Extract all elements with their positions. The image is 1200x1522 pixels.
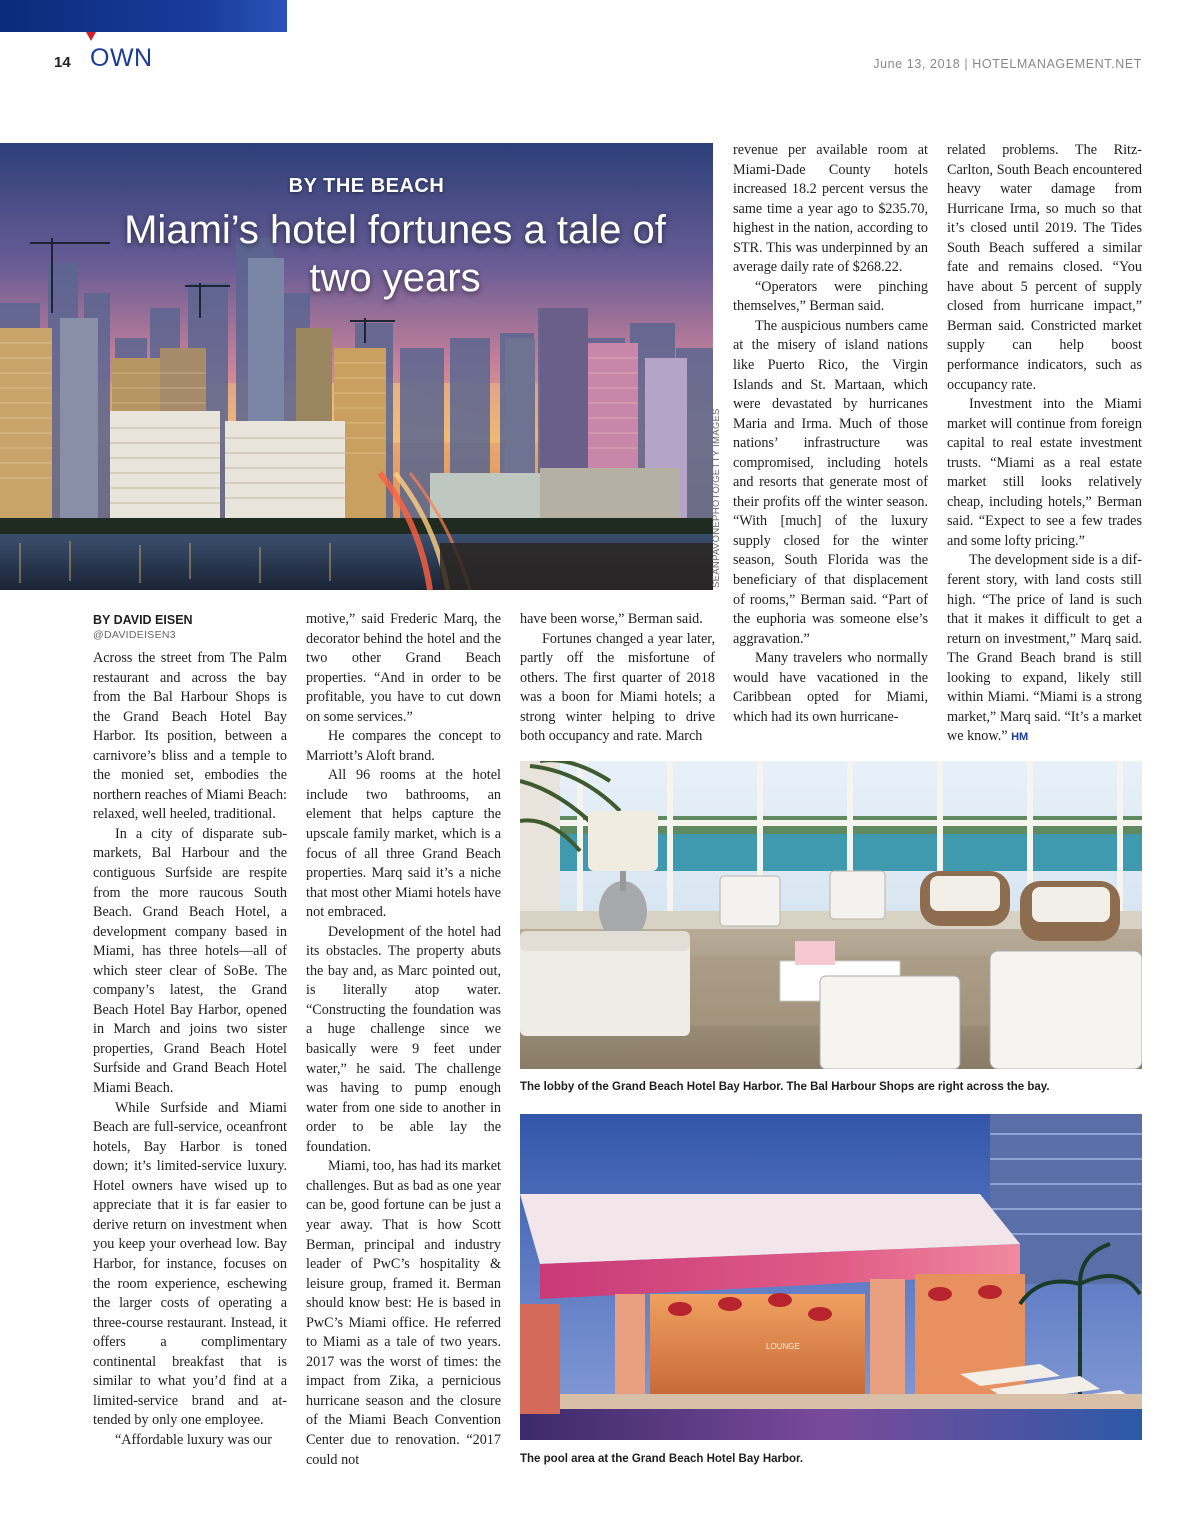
paragraph: Investment into the Miami market will continue from foreign capital to real estate investment trusts. “Miami as a real estate market still looks relatively cheap, including hotels,” Berman said. “Expect to see a few trades and some lofty pricing.” — [947, 396, 1142, 549]
story-kicker: BY THE BEACH — [288, 175, 445, 197]
section-label: OWN — [90, 44, 153, 72]
article-column-2 — [306, 610, 501, 1470]
paragraph: “Affordable luxury was our — [115, 1431, 272, 1448]
paragraph: He compares the concept to Marriott’s Aloft brand. — [306, 728, 501, 764]
article-column-3 — [520, 610, 715, 747]
header-color-bar — [0, 0, 287, 32]
paragraph: Development of the hotel had its obstacles. The property abuts the bay and, as Marc pointed out, is literally atop water. “Constructing the foundation was a huge challenge since we basically were 9 feet under water,” he said. The challenge was having to pump enough water from one side to another in order to be able lay the foundation. — [306, 923, 501, 1155]
folio-date-site: June 13, 2018 | HOTELMANAGEMENT.NET — [873, 57, 1142, 71]
paragraph: In a city of disparate submarkets, Bal Harbour and the contiguous Surfside are respite from the more raucous South Beach. Grand Beach Hotel, a development company based in Miami, has three hotels—all of which steer clear of SoBe. The company’s latest, the Grand Beach Hotel Bay Harbor, opened in March and joins two sister properties, Grand Beach Hotel Surfside and Grand Beach Hotel Miami Beach. — [93, 825, 287, 1097]
lounge-sign: LOUNGE — [766, 1342, 800, 1351]
paragraph: All 96 rooms at the hotel include two bathrooms, an element that helps capture the upscale family market, which is a focus of all three Grand Beach properties. Marq said it’s a niche that most other Miami hotels have not embraced. — [306, 767, 501, 921]
pool-photo — [520, 1114, 1142, 1440]
paragraph: Fortunes changed a year later, partly off the misfortune of others. The first quarter of 2018 was a boon for Miami hotels; a strong winter helping to drive both occupancy and rate. March — [520, 630, 715, 745]
page-number: 14 — [54, 54, 71, 71]
paragraph-text: The development side is a different story, with land costs still high. “The price of land is such that it makes it difficult to get a return on investment,” Marq said. The Grand Beach brand is still looking to expand, likely still within Miami. “Miami is a strong market,” Marq said. “It’s a market we know.” — [947, 552, 1142, 745]
lobby-photo — [520, 761, 1142, 1069]
paragraph: motive,” said Frederic Marq, the decorator behind the hotel and the two other Grand Beach properties. “And in order to be profitable, you have to cut down on some services.” — [306, 611, 501, 725]
paragraph: The auspicious numbers came at the misery of island nations like Puerto Rico, the Virgin Islands and St. Martaan, which were devastated by hurricanes Maria and Irma. Much of those nations’ infrastructure was compromised, including hotels and resorts that generate most of their profits off the winter season. “With [much] of the luxury supply closed for the winter season, South Florida was the beneficiary of that displacement of rooms,” Berman said. “Part of the euphoria was someone else’s aggravation.” — [733, 317, 928, 647]
paragraph: revenue per available room at Miami-Dade County hotels increased 18.2 percent versus the same time a year ago to $235.70, highest in the nation, according to STR. This was underpinned by an average daily rate of $268.22. — [733, 142, 928, 276]
paragraph: “Operators were pinching themselves,” Berman said. — [733, 278, 928, 315]
author-byline: BY DAVID EISEN — [93, 613, 193, 627]
paragraph: have been worse,” Berman said. — [520, 611, 703, 627]
end-mark: HM — [1011, 731, 1029, 744]
article-column-1 — [93, 649, 287, 1450]
paragraph: Many travelers who normally would have vacationed in the Caribbean opted for Miami, which had its own hurricane- — [733, 650, 928, 725]
article-column-5 — [947, 141, 1142, 748]
story-headline: Miami’s hotel fortunes a tale of two years — [124, 208, 666, 300]
lobby-photo-caption: The lobby of the Grand Beach Hotel Bay Harbor. The Bal Harbour Shops are right across the bay. — [520, 1081, 1050, 1093]
pool-photo-caption: The pool area at the Grand Beach Hotel Bay Harbor. — [520, 1453, 804, 1465]
paragraph: While Surfside and Miami Beach are full-service, oceanfront hotels, Bay Harbor is toned down; it’s limited-service luxury. Hotel owners have wised up to appreciate that it is far easier to derive return on investment when you keep your overhead low. Bay Harbor, for instance, focuses on the room experience, eschewing the larger costs of operating a three-course restaurant. Instead, it offers a complimentary continental breakfast that is similar to what you’d find at a limited-service brand and attended by only one employee. — [93, 1099, 287, 1429]
photo-credit: SEANPAVONEPHOTO/GETTY IMAGES — [711, 408, 722, 588]
paragraph — [947, 551, 1142, 747]
article-column-4 — [733, 141, 928, 727]
paragraph: Across the street from The Palm restaurant and across the bay from the Bal Harbour Shops is the Grand Beach Hotel Bay Harbor. Its position, between a carnivore’s bliss and a temple to the monied set, embodies the northern reaches of Miami Beach: relaxed, well heeled, traditional. — [93, 650, 287, 823]
paragraph: related problems. The Ritz-Carlton, South Beach encountered heavy water damage from Hurricane Irma, so much so that it’s closed until 2019. The Tides South Beach suffered a similar fate and remains closed. “You have about 5 percent of supply closed from hurricane impact,” Berman said. Constricted market supply can help boost performance indicators, such as occupancy rate. — [947, 142, 1142, 393]
header-red-marker — [86, 32, 96, 41]
paragraph: Miami, too, has had its market challenges. But as bad as one year can be, good fortune can be just a year away. That is how Scott Berman, principal and industry leader of PwC’s hospitality & leisure group, framed it. Berman should know best: He is based in PwC’s Miami office. He referred to Miami as a tale of two years. 2017 was the worst of times: the impact from Zika, a pernicious hurricane season and the closure of the Miami Beach Convention Center due to renovation. “2017 could not — [306, 1158, 501, 1468]
author-handle: @DAVIDEISEN3 — [93, 629, 176, 641]
